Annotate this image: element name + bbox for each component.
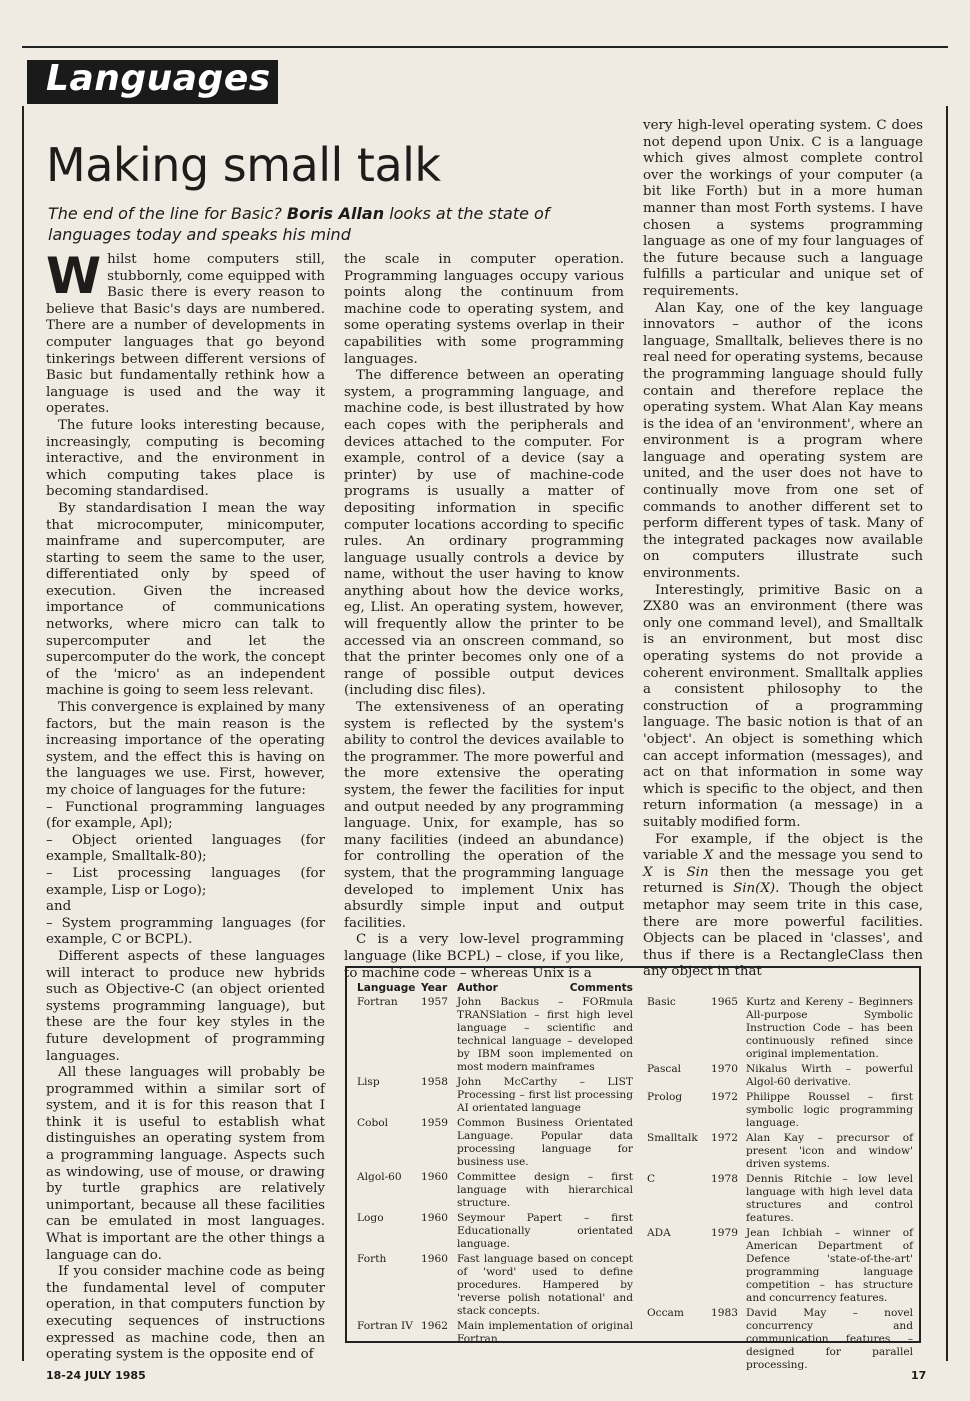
table-row (647, 996, 913, 1061)
section-label: Languages (46, 58, 271, 99)
row-author-comments: Main implementation of original Fortran (457, 1320, 633, 1345)
row-year: 1960 (421, 1171, 448, 1183)
row-author-comments: Kurtz and Kereny – Beginners All-purpose Symbolic Instruction Code – has been continuously refined since original implementation. (746, 996, 913, 1060)
top-rule (22, 46, 948, 48)
row-author-comments: John Backus – FORmula TRANSlation – first high level language – scientific and technical language – developed by IBM soon implemented on most modern mainframes (457, 996, 633, 1073)
row-language: Forth (357, 1253, 387, 1265)
table-right-rows (647, 996, 913, 1372)
table-row (357, 996, 633, 1074)
row-language: Cobol (357, 1117, 389, 1129)
table-left-rows (357, 996, 633, 1346)
row-language: Occam (647, 1307, 684, 1319)
text-run: For example, if the object is the variable (643, 831, 923, 864)
left-column-rule (22, 106, 24, 1361)
paragraph: All these languages will probably be programmed within a similar sort of system, and it is for this reason that I think it is useful to establish what distinguishes an operating system from a programming language. Aspects such as windowing, use of mouse, or drawing by turtle graphics are relatively unimportant, because all these facilities can be emulated in most languages. What is important are the other things a language can do. (46, 1065, 325, 1263)
row-year: 1978 (711, 1173, 738, 1185)
row-language: Smalltalk (647, 1132, 698, 1144)
paragraph: The difference between an operating system, a programming language, and machine code, is best illustrated by how each copes with the peripherals and devices attached to the computer. For example, control of a device (say a printer) by use of machine-code programs is usually a matter of depositing information in specific computer locations according to specific rules. An ordinary programming language usually controls a device by name, without the user having to know anything about how the device works, eg, Llist. An operating system, however, will frequently allow the printer to be accessed via an onscreen command, so that the printer becomes only one of a range of possible output devices (including disc files). (344, 368, 624, 699)
table-row (357, 1076, 633, 1115)
row-language: Fortran IV (357, 1320, 413, 1332)
row-author-comments: Seymour Papert – first Educationally orientated language. (457, 1212, 633, 1250)
table-right-column (647, 996, 913, 1374)
row-year: 1958 (421, 1076, 448, 1088)
row-author-comments: Fast language based on concept of 'word' used to define procedures. Hampered by 'reverse polish notational' and stack concepts. (457, 1253, 633, 1317)
text-run: is (652, 864, 687, 880)
row-author-comments: John McCarthy – LIST Processing – first list processing AI orientated language (457, 1076, 633, 1114)
author-name: Boris Allan (286, 204, 385, 223)
list-item: – System programming languages (for example, C or BCPL). (46, 915, 325, 948)
table-header (357, 982, 633, 996)
header-author: Author (457, 982, 498, 994)
message-sin: Sin (686, 864, 709, 880)
paragraph: The future looks interesting because, increasingly, computing is becoming interactive, and the environment in which computing takes place is becoming standardised. (46, 417, 325, 500)
row-language: Algol-60 (357, 1171, 402, 1183)
row-year: 1965 (711, 996, 738, 1008)
table-row (647, 1173, 913, 1225)
text-run: and the message you send to (713, 848, 923, 864)
right-column-rule (946, 106, 948, 1361)
paragraph: Different aspects of these languages will interact to produce new hybrids such as Objective-C (an object oriented systems programming language), but these are the four key styles in the future development of programming languages. (46, 948, 325, 1064)
language-timeline-table (345, 966, 921, 1371)
row-year: 1960 (421, 1253, 448, 1265)
table-row (357, 1253, 633, 1318)
row-year: 1983 (711, 1307, 738, 1319)
row-author-comments: Philippe Roussel – first symbolic logic programming language. (746, 1091, 913, 1129)
list-item: – Functional programming languages (for example, Apl); (46, 799, 325, 832)
row-language: Logo (357, 1212, 384, 1224)
paragraph: The extensiveness of an operating system is reflected by the system's ability to control the devices available to the programmer. The more powerful and the more extensive the operating system, the fewer the facilities for input and output needed by any programming language. Unix, for example, has so many facilities (indeed an abundance) for controlling the operation of the system, that the programming language developed to implement Unix has absurdly simple input and output facilities. (344, 700, 624, 931)
paragraph: C is a very low-level programming language (like BCPL) – close, if you like, to machine code – whereas Unix is a (344, 932, 624, 981)
row-year: 1957 (421, 996, 448, 1008)
row-year: 1972 (711, 1091, 738, 1103)
table-left-column (357, 982, 633, 1348)
row-year: 1979 (711, 1227, 738, 1239)
paragraph-text: hilst home computers still, stubbornly, come equipped with Basic there is every reason to believe that Basic's days are numbered. There are a number of developments in computer languages that go beyond tinkerings between different versions of Basic but fundamentally rethink how a language is used and the way it operates. (46, 252, 325, 417)
article-column-3 (643, 118, 923, 981)
header-comments: Comments (569, 982, 633, 994)
row-author-comments: Alan Kay – precursor of present 'icon and window' driven systems. (746, 1132, 913, 1170)
row-author-comments: Nikalus Wirth – powerful Algol-60 derivative. (746, 1063, 913, 1088)
standfirst-intro: The end of the line for Basic? (48, 204, 287, 223)
article-column-1 (46, 247, 325, 1364)
row-year: 1962 (421, 1320, 448, 1332)
row-language: ADA (647, 1227, 671, 1239)
drop-cap: W (46, 247, 102, 305)
row-language: Pascal (647, 1063, 682, 1075)
message-sinx: Sin(X) (733, 881, 776, 897)
row-author-comments: Committee design – first language with hierarchical structure. (457, 1171, 633, 1209)
page-number: 17 (911, 1369, 927, 1382)
paragraph (643, 832, 923, 981)
standfirst-rest: looks at the state of languages today and speaks his mind (48, 204, 550, 244)
variable-x: X (643, 864, 653, 880)
table-row (357, 1320, 633, 1346)
standfirst (48, 203, 608, 245)
article-column-2 (344, 252, 624, 982)
paragraph: very high-level operating system. C does not depend upon Unix. C is a language which gives almost complete control over the workings of your computer (a bit like Forth) but in a more human manner than most Forth systems. I have chosen a systems programming language as one of my four languages of the future because such a language fulfills a particular and unique set of requirements. (643, 118, 923, 299)
row-year: 1972 (711, 1132, 738, 1144)
table-row (357, 1171, 633, 1210)
variable-x: X (703, 848, 714, 864)
table-row (647, 1132, 913, 1171)
row-year: 1960 (421, 1212, 448, 1224)
row-language: Lisp (357, 1076, 380, 1088)
list-item: – List processing languages (for example, Lisp or Logo); (46, 865, 325, 898)
text-run: . Though the object metaphor may seem trite in this case, there are more powerful facilities. Objects can be placed in 'classes', and thus if there is a RectangleClass then any object in that (643, 881, 923, 980)
row-language: Prolog (647, 1091, 683, 1103)
row-year: 1970 (711, 1063, 738, 1075)
table-row (357, 1212, 633, 1251)
row-language: Basic (647, 996, 676, 1008)
table-row (647, 1307, 913, 1372)
paragraph: the scale in computer operation. Programming languages occupy various points along the continuum from machine code to operating system, and some operating systems overlap in their capabilities with some programming languages. (344, 252, 624, 367)
text-run: then the message you get returned is (643, 864, 923, 897)
table-row (647, 1091, 913, 1130)
headline: Making small talk (46, 138, 441, 192)
row-language: C (647, 1173, 656, 1185)
paragraph (46, 247, 325, 418)
issue-date: 18-24 JULY 1985 (46, 1369, 146, 1382)
header-year: Year (421, 982, 448, 994)
table-row (647, 1063, 913, 1089)
row-author-comments: David May – novel concurrency and communication features – designed for parallel processing. (746, 1307, 913, 1371)
list-conjunction: and (46, 899, 72, 915)
paragraph: By standardisation I mean the way that microcomputer, minicomputer, mainframe and supercomputer, are starting to seem the same to the user, differentiated only by speed of execution. Given the increased importance of communications networks, where micro can talk to supercomputer and let the supercomputer do the work, the concept of the 'micro' as an independent machine is going to seem less relevant. (46, 500, 325, 699)
table-row (357, 1117, 633, 1169)
paragraph: If you consider machine code as being the fundamental level of computer operation, in that computers function by executing sequences of instructions expressed as machine code, then an operating system is the opposite end of (46, 1264, 325, 1363)
paragraph: This convergence is explained by many factors, but the main reason is the increasing importance of the operating system, and the effect this is having on the languages we use. First, however, my choice of languages for the future: (46, 700, 325, 798)
paragraph: Interestingly, primitive Basic on a ZX80 was an environment (there was only one command level), and Smalltalk is an environment, but most disc operating systems do not provide a coherent environment. Smalltalk applies a consistent philosophy to the construction of a programming language. The basic notion is that of an 'object'. An object is something which can accept information (messages), and act on that information in some way which is specific to the object, and then return information (a message) in a suitably modified form. (643, 582, 923, 830)
table-row (647, 1227, 913, 1305)
header-language: Language (357, 982, 416, 994)
row-author-comments: Jean Ichbiah – winner of American Department of Defence 'state-of-the-art' programming language competition – has structure and concurrency features. (746, 1227, 913, 1304)
list-item: – Object oriented languages (for example, Smalltalk-80); (46, 832, 325, 865)
row-language: Fortran (357, 996, 398, 1008)
row-author-comments: Common Business Orientated Language. Popular data processing language for business use. (457, 1117, 633, 1168)
row-year: 1959 (421, 1117, 448, 1129)
row-author-comments: Dennis Ritchie – low level language with high level data structures and control features. (746, 1173, 913, 1224)
paragraph: Alan Kay, one of the key language innovators – author of the icons language, Smalltalk, believes there is no real need for operating systems, because the programming language should fully contain and therefore replace the operating system. What Alan Kay means is the idea of an 'environment', where an environment is a program where language and operating system are united, and the user does not have to continually move from one set of commands to another different set to perform different types of task. Many of the integrated packages now available on computers illustrate such environments. (643, 300, 923, 582)
